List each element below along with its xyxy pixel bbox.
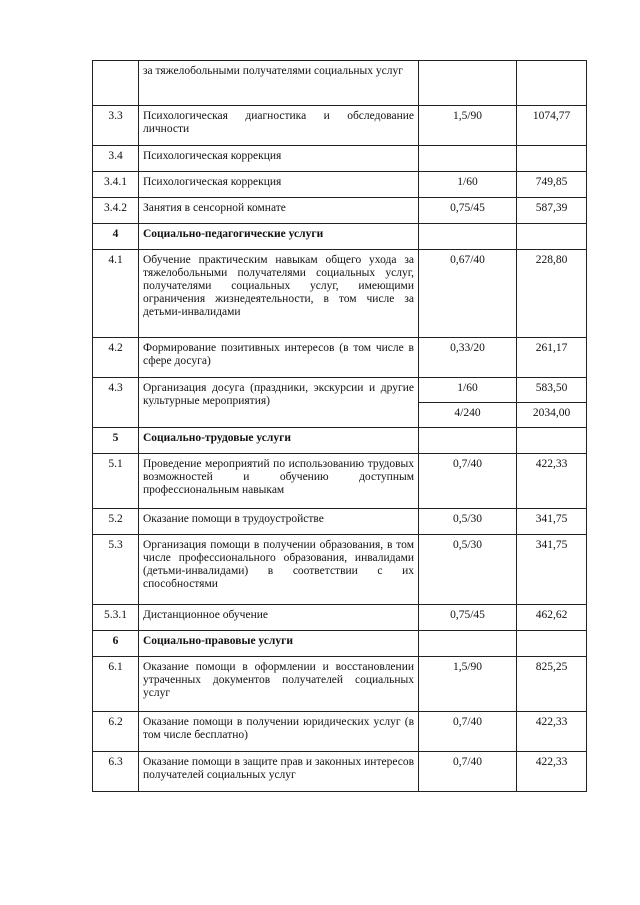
row-description: Оказание помощи в трудоустройстве (139, 509, 419, 535)
row-price: 825,25 (517, 657, 587, 712)
row-description: Дистанционное обучение (139, 605, 419, 631)
row-description: Оказание помощи в оформлении и восстановлении утраченных документов получателей социальных услуг (139, 657, 419, 712)
row-price: 341,75 (517, 535, 587, 605)
row-description: Социально-трудовые услуги (139, 428, 419, 454)
table-row (93, 146, 587, 172)
row-norm: 0,7/40 (419, 454, 517, 509)
row-description: Психологическая коррекция (139, 146, 419, 172)
table-row (93, 106, 587, 146)
row-number: 3.4.2 (93, 198, 139, 224)
row-description: Организация досуга (праздники, экскурсии и другие культурные мероприятия) (139, 378, 419, 428)
table-row (93, 61, 587, 106)
row-description: Занятия в сенсорной комнате (139, 198, 419, 224)
row-norm (419, 428, 517, 454)
row-number: 3.3 (93, 106, 139, 146)
row-number: 4.3 (93, 378, 139, 428)
table-row (93, 657, 587, 712)
row-norm (419, 224, 517, 250)
row-number: 3.4.1 (93, 172, 139, 198)
table-row (93, 509, 587, 535)
section-row (93, 428, 587, 454)
row-price: 341,75 (517, 509, 587, 535)
row-norm: 0,33/20 (419, 338, 517, 378)
row-price: 2034,00 (517, 403, 587, 428)
row-description: Оказание помощи в защите прав и законных интересов получателей социальных услуг (139, 752, 419, 792)
row-description: Психологическая диагностика и обследование личности (139, 106, 419, 146)
row-price (517, 61, 587, 106)
row-norm (419, 61, 517, 106)
table-row (93, 172, 587, 198)
table-row (93, 535, 587, 605)
row-description: Социально-педагогические услуги (139, 224, 419, 250)
row-norm: 0,67/40 (419, 250, 517, 338)
table-row (93, 250, 587, 338)
row-norm: 0,5/30 (419, 535, 517, 605)
table-row (93, 752, 587, 792)
row-number: 4.1 (93, 250, 139, 338)
row-number: 6.2 (93, 712, 139, 752)
row-number: 5 (93, 428, 139, 454)
row-norm: 4/240 (419, 403, 517, 428)
row-price (517, 224, 587, 250)
section-row (93, 224, 587, 250)
row-description: Формирование позитивных интересов (в том числе в сфере досуга) (139, 338, 419, 378)
row-norm (419, 631, 517, 657)
row-norm: 0,7/40 (419, 712, 517, 752)
row-number: 5.2 (93, 509, 139, 535)
row-number: 5.1 (93, 454, 139, 509)
row-number: 6.1 (93, 657, 139, 712)
row-norm: 0,5/30 (419, 509, 517, 535)
table-row (93, 454, 587, 509)
row-price: 422,33 (517, 752, 587, 792)
table-body-row-4-3 (93, 378, 587, 428)
table-row (93, 198, 587, 224)
row-price: 422,33 (517, 712, 587, 752)
row-norm: 1/60 (419, 378, 517, 403)
row-norm: 1,5/90 (419, 106, 517, 146)
row-norm: 0,75/45 (419, 605, 517, 631)
row-number: 5.3.1 (93, 605, 139, 631)
row-number: 6.3 (93, 752, 139, 792)
row-description: Психологическая коррекция (139, 172, 419, 198)
row-price: 749,85 (517, 172, 587, 198)
row-price: 228,80 (517, 250, 587, 338)
table-row (93, 378, 587, 403)
row-price (517, 631, 587, 657)
row-price: 1074,77 (517, 106, 587, 146)
row-norm: 1,5/90 (419, 657, 517, 712)
row-norm: 1/60 (419, 172, 517, 198)
row-number: 4 (93, 224, 139, 250)
row-description: Организация помощи в получении образования, в том числе профессионального образования, инвалидами (детьми-инвалидами) в соответствии с их способностями (139, 535, 419, 605)
row-price: 462,62 (517, 605, 587, 631)
row-price: 587,39 (517, 198, 587, 224)
row-price (517, 146, 587, 172)
row-price: 261,17 (517, 338, 587, 378)
row-description: Обучение практическим навыкам общего ухода за тяжелобольными получателями социальных услуг, получателями социальных услуг, имеющими ограничения жизнедеятельности, в том числе за детьми-инвалидами (139, 250, 419, 338)
table-body-part-1 (93, 61, 587, 378)
row-number: 4.2 (93, 338, 139, 378)
row-description: Оказание помощи в получении юридических услуг (в том числе бесплатно) (139, 712, 419, 752)
section-row (93, 631, 587, 657)
row-norm: 0,7/40 (419, 752, 517, 792)
row-description: за тяжелобольными получателями социальных услуг (139, 61, 419, 106)
table-body-part-2 (93, 428, 587, 792)
row-price (517, 428, 587, 454)
row-price: 422,33 (517, 454, 587, 509)
row-number (93, 61, 139, 106)
table-row (93, 712, 587, 752)
row-number: 3.4 (93, 146, 139, 172)
services-table (92, 60, 587, 792)
row-description: Проведение мероприятий по использованию трудовых возможностей и обучению доступным профессиональным навыкам (139, 454, 419, 509)
row-norm (419, 146, 517, 172)
row-number: 6 (93, 631, 139, 657)
table-row (93, 338, 587, 378)
row-number: 5.3 (93, 535, 139, 605)
row-norm: 0,75/45 (419, 198, 517, 224)
table-row (93, 605, 587, 631)
row-description: Социально-правовые услуги (139, 631, 419, 657)
row-price: 583,50 (517, 378, 587, 403)
